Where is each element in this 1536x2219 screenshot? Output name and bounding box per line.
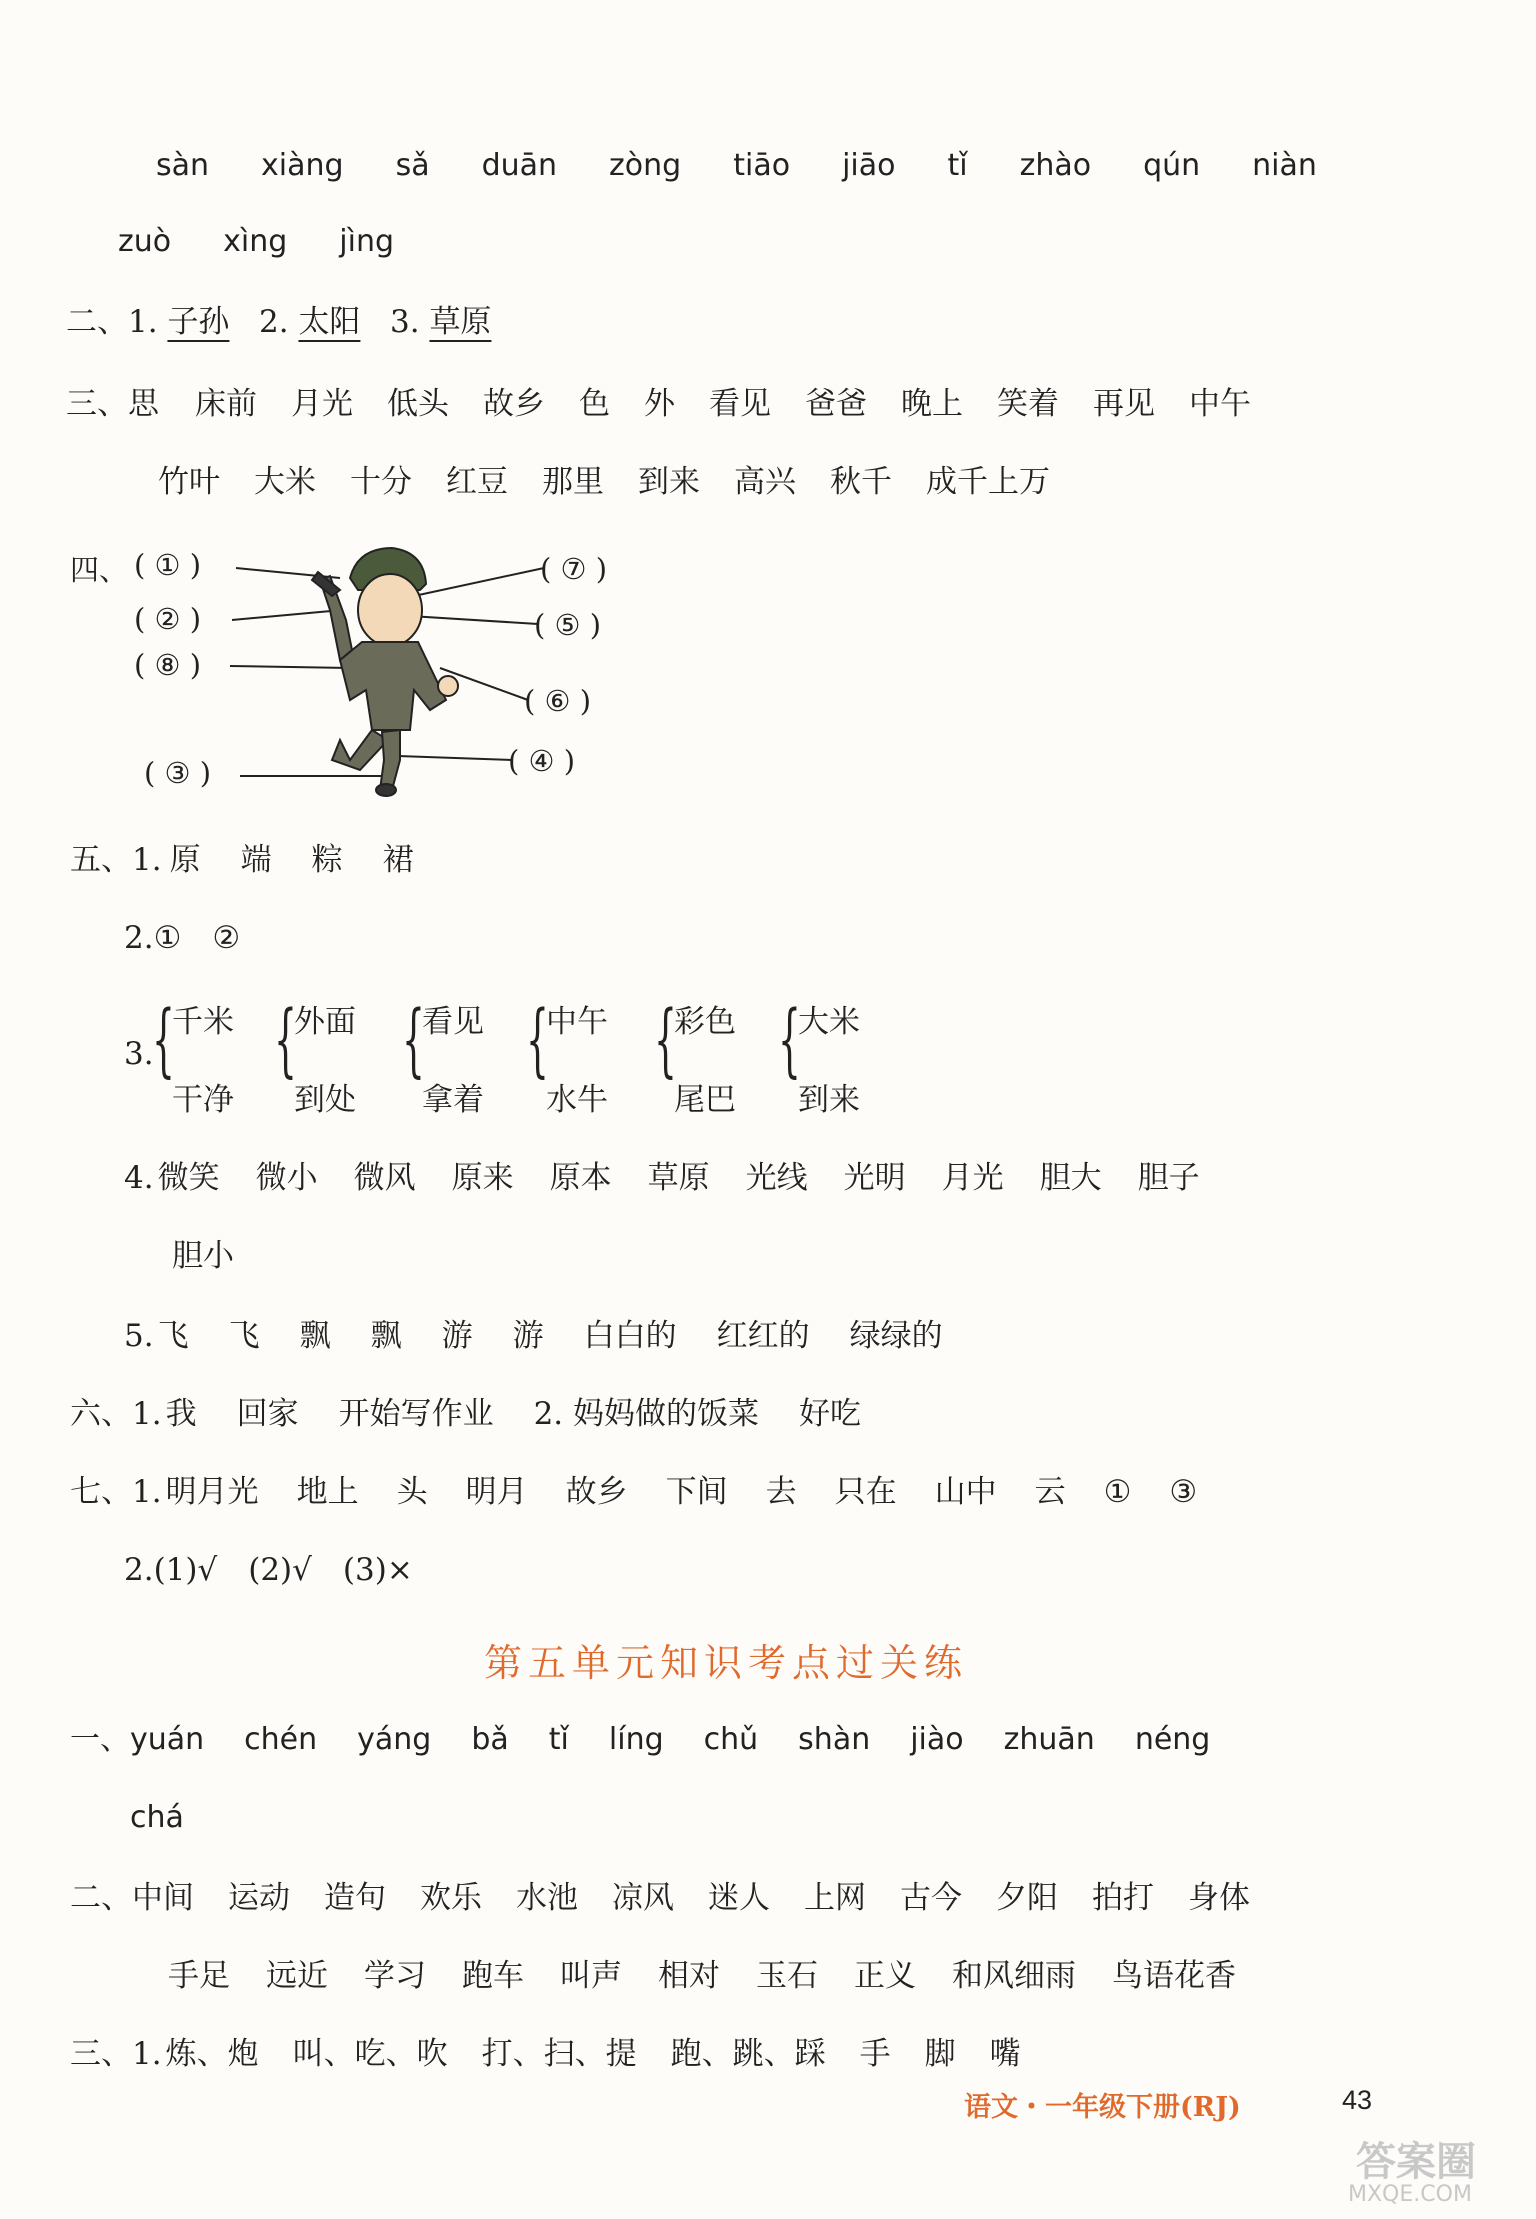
answer-item: yáng — [357, 1722, 432, 1757]
section-3-row-1: 三、思 床前 月光 低头 故乡 色 外 看见 爸爸 晚上 笑着 再见 中午 — [66, 386, 1251, 422]
brace-symbol: { — [402, 993, 425, 1086]
answer-item: bǎ — [471, 1722, 509, 1757]
label-left-1: ( ① ) — [134, 548, 202, 582]
answer-item: xìng — [223, 224, 288, 259]
answer-item: 故乡 — [483, 386, 545, 422]
answer-item: 月光 — [941, 1160, 1004, 1196]
answer-item: 绿绿的 — [849, 1318, 943, 1354]
label-left-3: ( ⑧ ) — [134, 648, 202, 682]
answer-item: chǔ — [703, 1722, 759, 1757]
answer-item: 看见 — [709, 386, 771, 422]
section-2: 二、1. 子孙 2. 太阳 3. 草原 — [66, 304, 492, 340]
answer-item: 古今 — [900, 1880, 962, 1916]
answer-item: 云 — [1034, 1474, 1066, 1510]
section-4-prefix: 四、 — [70, 553, 129, 587]
soldier-figure-illustration — [0, 0, 700, 820]
answer-item: 胆小 — [172, 1238, 234, 1274]
answer-zisun: 子孙 — [167, 304, 230, 340]
answer-item: shàn — [798, 1722, 871, 1757]
answer-item: 远近 — [266, 1958, 328, 1994]
section-7-2: 2.(1)√ (2)√ (3)× — [124, 1552, 413, 1588]
answer-item: 十分 — [350, 464, 412, 500]
answer-item: 再见 — [1093, 386, 1155, 422]
answer-item: 游 — [441, 1318, 473, 1354]
unit-pinyin-row-2 — [130, 1798, 224, 1838]
answer-item: 低头 — [387, 386, 449, 422]
pair-top-word: 看见 — [422, 1004, 484, 1040]
answer-item: 去 — [765, 1474, 797, 1510]
watermark-url: MXQE.COM — [1348, 2182, 1472, 2207]
answer-item: 拍打 — [1092, 1880, 1154, 1916]
answer-item: 中午 — [1189, 386, 1251, 422]
answer-item: tiāo — [733, 148, 791, 183]
answer-item: 手 — [859, 2036, 891, 2072]
answer-item: líng — [608, 1722, 664, 1757]
pair-bottom-word: 拿着 — [422, 1082, 484, 1118]
answer-item: tǐ — [548, 1722, 569, 1757]
label-left-2: ( ② ) — [134, 602, 202, 636]
answer-item: 微小 — [255, 1160, 318, 1196]
unit-title: 第五单元知识考点过关练 — [484, 1641, 969, 1685]
answer-item: 飘 — [370, 1318, 402, 1354]
pair-bottom-word: 尾巴 — [674, 1082, 736, 1118]
label-right-1: ( ⑦ ) — [540, 552, 608, 586]
pair-top-word: 彩色 — [674, 1004, 736, 1040]
answer-item: jìng — [339, 224, 395, 259]
brace-symbol: { — [152, 993, 175, 1086]
pair-top-word: 大米 — [798, 1004, 860, 1040]
answer-item: sàn — [156, 148, 210, 183]
answer-item: 光线 — [745, 1160, 808, 1196]
answer-item: 身体 — [1188, 1880, 1250, 1916]
answer-item: 竹叶 — [158, 464, 220, 500]
unit-section-2-row-1: 二、中间 运动 造句 欢乐 水池 凉风 迷人 上网 古今 夕阳 拍打 身体 — [70, 1880, 1250, 1916]
answer-item: sǎ — [395, 148, 430, 183]
page-number: 43 — [1342, 2085, 1373, 2115]
answer-item: 水池 — [516, 1880, 578, 1916]
answer-item: yuán — [130, 1722, 205, 1757]
answer-item: zhuān — [1003, 1722, 1095, 1757]
answer-item: 白白的 — [583, 1318, 677, 1354]
section-5-4-row-2 — [172, 1236, 270, 1276]
answer-item: 明月光 — [165, 1474, 259, 1510]
answer-item: 那里 — [542, 464, 604, 500]
answer-item: 下间 — [665, 1474, 728, 1510]
answer-item: zhào — [1019, 148, 1092, 183]
answer-item: 床前 — [195, 386, 257, 422]
answer-item: 鸟语花香 — [1112, 1958, 1236, 1994]
answer-item: 只在 — [834, 1474, 897, 1510]
answer-item: 光明 — [843, 1160, 906, 1196]
answer-item: 夕阳 — [996, 1880, 1058, 1916]
answer-item: 端 — [240, 842, 272, 878]
answer-item: 和风细雨 — [952, 1958, 1076, 1994]
answer-item: 中间 — [132, 1880, 194, 1916]
answer-item: 叫、吃、吹 — [292, 2036, 448, 2072]
answer-item: 打、扫、提 — [481, 2036, 637, 2072]
answer-item: 跑车 — [462, 1958, 524, 1994]
answer-item: 叫声 — [560, 1958, 622, 1994]
answer-item: 玉石 — [756, 1958, 818, 1994]
brace-symbol: { — [526, 993, 549, 1086]
answer-item: 大米 — [254, 464, 316, 500]
answer-item: 胆大 — [1039, 1160, 1102, 1196]
watermark-logo: 答案圈 — [1356, 2139, 1476, 2185]
answer-item: 学习 — [364, 1958, 426, 1994]
answer-item: 笑着 — [997, 386, 1059, 422]
answer-item: 好吃 — [799, 1396, 862, 1432]
footer-book-title: 语文・一年级下册(RJ) — [964, 2092, 1241, 2123]
answer-item: 手足 — [168, 1958, 230, 1994]
pair-bottom-word: 到来 — [798, 1082, 860, 1118]
label-left-4: ( ③ ) — [144, 756, 212, 790]
answer-item: 上网 — [804, 1880, 866, 1916]
answer-item: 草原 — [647, 1160, 710, 1196]
answer-item: néng — [1134, 1722, 1211, 1757]
unit-pinyin-row-1: 一、yuán chén yáng bǎ tǐ líng chǔ shàn jiào zhuān néng — [70, 1720, 1250, 1760]
brace-symbol: { — [778, 993, 801, 1086]
answer-item: 微风 — [353, 1160, 416, 1196]
answer-item: 月光 — [291, 386, 353, 422]
pair-bottom-word: 干净 — [172, 1082, 234, 1118]
answer-item: zòng — [609, 148, 682, 183]
answer-item: 原本 — [549, 1160, 612, 1196]
answer-item: 造句 — [324, 1880, 386, 1916]
answer-item: 胆子 — [1137, 1160, 1200, 1196]
answer-taiyang: 太阳 — [298, 304, 361, 340]
unit-section-2-row-2 — [168, 1956, 1272, 1996]
answer-item: 欢乐 — [420, 1880, 482, 1916]
label-right-2: ( ⑤ ) — [534, 608, 602, 642]
answer-item: 粽 — [311, 842, 343, 878]
answer-item: 裙 — [382, 842, 414, 878]
answer-item: 明月 — [465, 1474, 528, 1510]
section-5-4-row-1: 4. 微笑 微小 微风 原来 原本 草原 光线 光明 月光 胆大 胆子 — [124, 1160, 1200, 1196]
answer-item: 妈妈做的饭菜 — [573, 1396, 760, 1432]
pair-top-word: 千米 — [172, 1004, 234, 1040]
answer-item: duān — [481, 148, 558, 183]
answer-item: zuò — [118, 224, 172, 259]
answer-item: 秋千 — [830, 464, 892, 500]
answer-item: 红红的 — [716, 1318, 810, 1354]
answer-item: qún — [1143, 148, 1201, 183]
section-5-2: 2.① ② — [124, 920, 241, 956]
answer-item: 炼、炮 — [165, 2036, 259, 2072]
answer-item: 地上 — [296, 1474, 359, 1510]
answer-item: 成千上万 — [926, 464, 1050, 500]
answer-caoyuan: 草原 — [429, 304, 492, 340]
answer-item: jiào — [910, 1722, 964, 1757]
pair-bottom-word: 水牛 — [546, 1082, 608, 1118]
pair-top-word: 中午 — [546, 1004, 608, 1040]
section-6: 六、1. 我 回家 开始写作业 2. 妈妈做的饭菜 好吃 — [70, 1396, 862, 1432]
label-right-4: ( ④ ) — [508, 744, 576, 778]
answer-item: chén — [244, 1722, 318, 1757]
brace-symbol: { — [274, 993, 297, 1086]
section-5-5: 5. 飞 飞 飘 飘 游 游 白白的 红红的 绿绿的 — [124, 1318, 943, 1354]
brace-symbol: { — [654, 993, 677, 1086]
answer-item: 高兴 — [734, 464, 796, 500]
answer-item: xiàng — [261, 148, 344, 183]
answer-item: chá — [130, 1800, 184, 1835]
section-7-1: 七、1. 明月光 地上 头 明月 故乡 下间 去 只在 山中 云 ① ③ — [70, 1474, 1198, 1510]
answer-item: 晚上 — [901, 386, 963, 422]
answer-item: 原来 — [451, 1160, 514, 1196]
answer-item: 嘴 — [989, 2036, 1021, 2072]
answer-item: 游 — [512, 1318, 544, 1354]
answer-item: 跑、跳、踩 — [670, 2036, 826, 2072]
answer-item: ① — [1103, 1474, 1132, 1510]
answer-item: 微笑 — [157, 1160, 220, 1196]
answer-item: 凉风 — [612, 1880, 674, 1916]
pair-top-word: 外面 — [294, 1004, 356, 1040]
pair-bottom-word: 到处 — [294, 1082, 356, 1118]
answer-item: 色 — [579, 386, 610, 422]
answer-item: jiāo — [842, 148, 896, 183]
label-right-3: ( ⑥ ) — [524, 684, 592, 718]
answer-item: 故乡 — [565, 1474, 628, 1510]
answer-item: 相对 — [658, 1958, 720, 1994]
answer-item: 红豆 — [446, 464, 508, 500]
answer-item: 正义 — [854, 1958, 916, 1994]
answer-item: 飞 — [157, 1318, 189, 1354]
answer-item: tǐ — [947, 148, 968, 183]
answer-item: 脚 — [924, 2036, 956, 2072]
answer-item: 飞 — [228, 1318, 260, 1354]
unit-section-3: 三、1. 炼、炮 叫、吃、吹 打、扫、提 跑、跳、踩 手 脚 嘴 — [70, 2036, 1021, 2072]
answer-item: 回家 — [236, 1396, 299, 1432]
section-5-1: 五、1. 原 端 粽 裙 — [70, 842, 414, 878]
answer-item: 迷人 — [708, 1880, 770, 1916]
answer-item: 山中 — [934, 1474, 997, 1510]
answer-item: 原 — [169, 842, 201, 878]
answer-item: 爸爸 — [805, 386, 867, 422]
answer-item: 我 — [165, 1396, 197, 1432]
answer-item: ③ — [1169, 1474, 1198, 1510]
answer-item: 外 — [644, 386, 675, 422]
answer-item: 飘 — [299, 1318, 331, 1354]
answer-item: niàn — [1252, 148, 1317, 183]
answer-item: 到来 — [638, 464, 700, 500]
answer-item: 开始写作业 — [338, 1396, 494, 1432]
answer-item: 头 — [396, 1474, 428, 1510]
answer-item: 运动 — [228, 1880, 290, 1916]
